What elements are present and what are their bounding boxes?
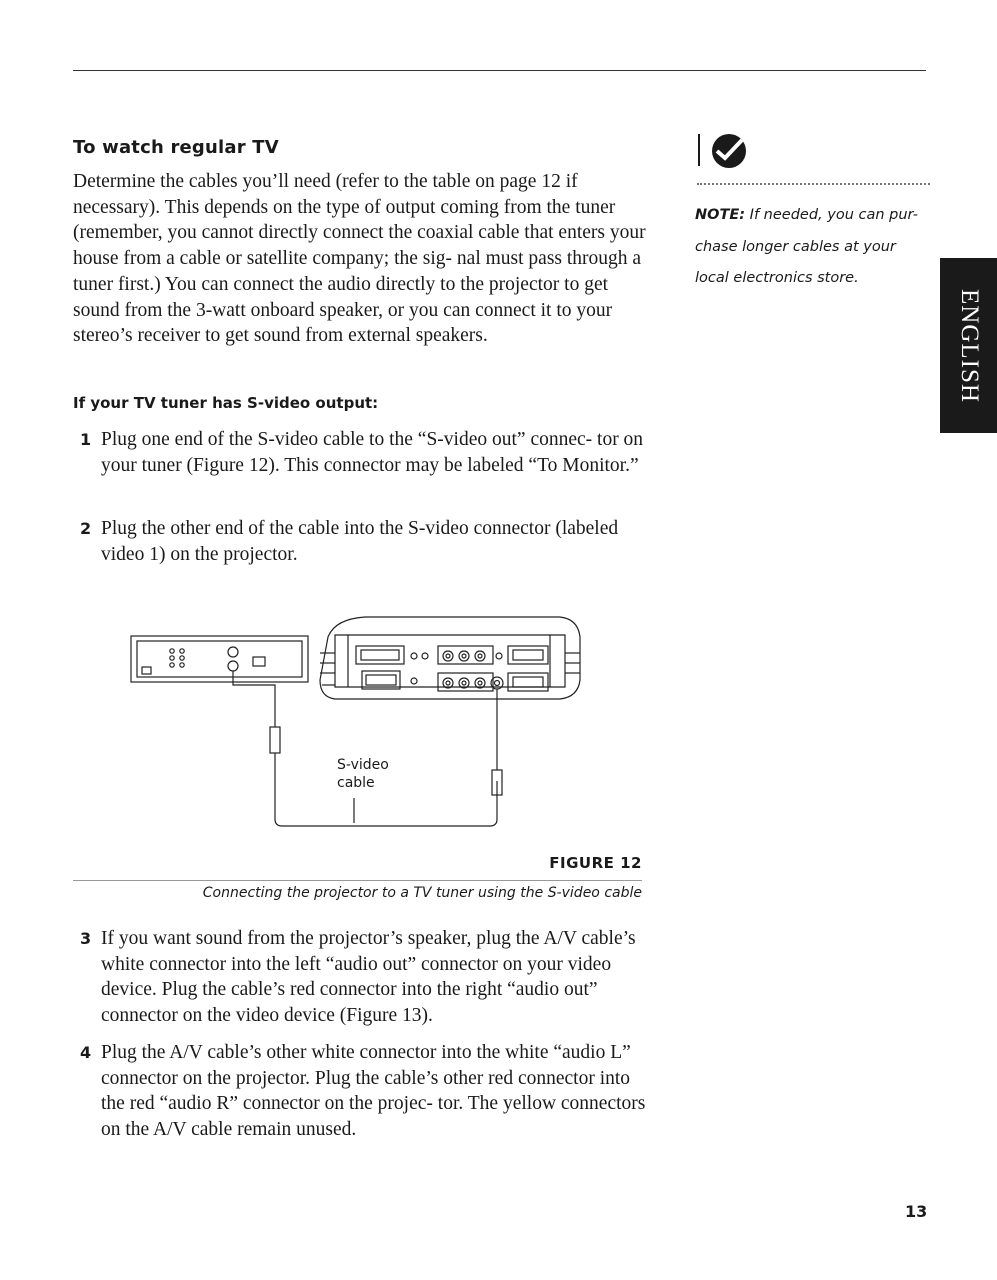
step-number: 4: [80, 1043, 92, 1062]
step-number: 2: [80, 519, 92, 538]
note-icon: [696, 131, 756, 171]
figure-12-diagram: [130, 605, 590, 835]
top-rule: [73, 70, 926, 71]
section-heading: To watch regular TV: [73, 137, 279, 158]
step-number: 3: [80, 929, 92, 948]
step-2: [73, 516, 648, 567]
s-video-cable-icon: [233, 671, 502, 826]
step-text: Plug the A/V cable’s other white connector into the white “audio L” connector on the projector. Plug the cable’s other red connector into the red “audio R” connector on the projec- tor. The yellow connectors on the A/V cable remain unused.: [101, 1042, 646, 1141]
tv-tuner-icon: [131, 636, 308, 682]
step-1: [73, 427, 648, 478]
page-number: 13: [905, 1202, 928, 1221]
language-tab-label: ENGLISH: [955, 288, 983, 403]
step-text: Plug one end of the S-video cable to the “S-video out” connec- tor on your tuner (Figure 12). This connector may be labeled “To Monitor.”: [101, 429, 644, 476]
note-text: [695, 200, 927, 295]
note-body: If needed, you can pur- chase longer cables at your local electronics store.: [695, 207, 918, 286]
figure-title: FIGURE 12: [549, 854, 642, 872]
step-text: Plug the other end of the cable into the S-video connector (labeled video 1) on the projector.: [101, 518, 619, 565]
subsection-heading: If your TV tuner has S-video output:: [73, 394, 379, 412]
step-4: [73, 1040, 648, 1143]
note-divider: [697, 183, 930, 185]
step-3: [73, 926, 648, 1029]
language-tab: [940, 258, 997, 433]
figure-caption: Connecting the projector to a TV tuner using the S-video cable: [202, 885, 642, 901]
step-number: 1: [80, 430, 92, 449]
step-text: If you want sound from the projector’s speaker, plug the A/V cable’s white connector into the left “audio out” connector on your video device. Plug the cable’s red connector into the right “audio out” connector on the video device (Figure 13).: [101, 928, 636, 1027]
intro-paragraph: Determine the cables you’ll need (refer to the table on page 12 if necessary). This depends on the type of output coming from the tuner (remember, you cannot directly connect the coaxial cable that enters your house from a cable or satellite company; the sig- nal must pass through a tuner first.) You can connect the audio directly to the projector to get sound from the 3-watt onboard speaker, or you can connect it to your stereo’s receiver to get sound from external speakers.: [73, 171, 646, 347]
projector-icon: [320, 617, 580, 699]
figure-rule: [73, 880, 642, 881]
cable-label: S-video cable: [337, 757, 389, 791]
note-label: NOTE:: [695, 207, 746, 223]
